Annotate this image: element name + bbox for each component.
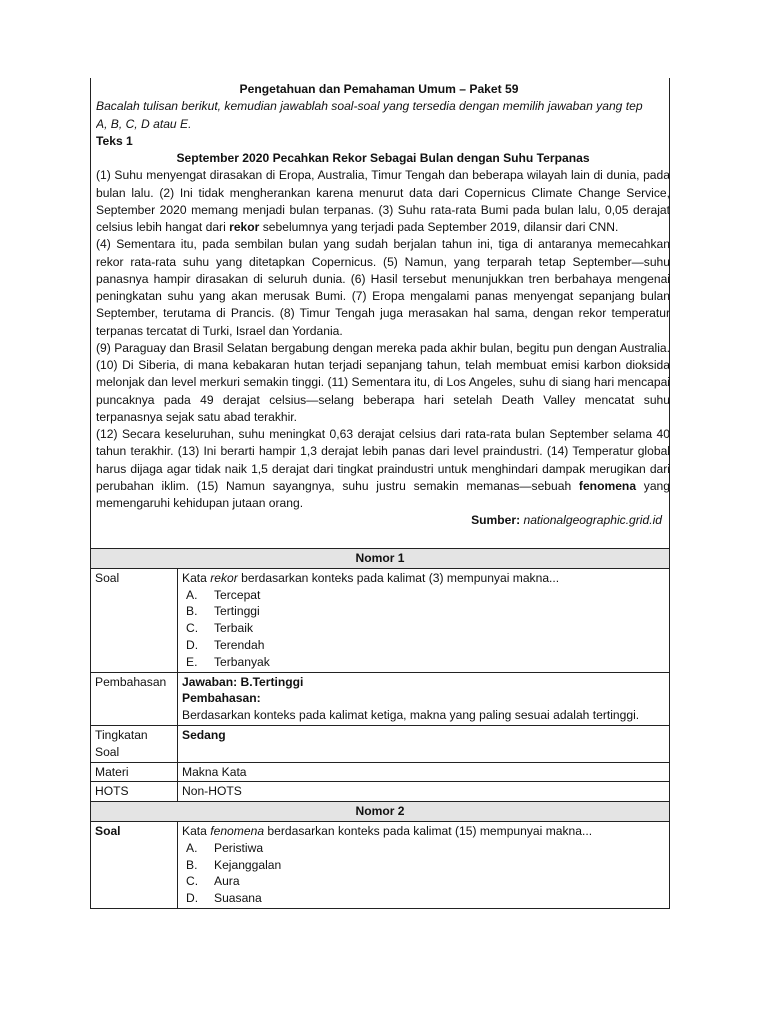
- document-heading: Pengetahuan dan Pemahaman Umum – Paket 59: [239, 82, 519, 96]
- question-1-table: [90, 548, 670, 909]
- source-line: Sumber: nationalgeographic.grid.id: [471, 513, 662, 528]
- article-title: September 2020 Pecahkan Rekor Sebagai Bulan dengan Suhu Terpanas: [176, 151, 590, 165]
- paragraph-4: (12) Secara keseluruhan, suhu meningkat 0,63 derajat celsius dari rata-rata bulan September selama 40 tahun terakhir. (13) Ini berarti hampir 1,3 derajat lebih panas dari level praindustri. (14) Temperatur global harus dijaga agar tidak naik 1,5 derajat dari tingkat praindustri untuk menghindari dampak merugikan dari perubahan iklim. (15) Namun sayangnya, suhu justru semakin memanas—sebuah fenomena yang memengaruhi kehidupan jutaan orang.: [96, 427, 670, 510]
- q1-option-a: A. Tercepat: [186, 587, 261, 602]
- text-label: Teks 1: [96, 133, 133, 148]
- q1-pembahasan-label: Pembahasan: [91, 672, 178, 725]
- q1-pembahasan-content: [178, 672, 670, 725]
- instruction-text-cont: A, B, C, D atau E.: [96, 116, 192, 131]
- q1-options: [182, 587, 665, 671]
- q1-soal-content: [178, 568, 670, 672]
- q1-hots-value: Non-HOTS: [178, 782, 670, 802]
- q1-option-d: D. Terendah: [186, 637, 265, 652]
- q1-option-e: E. Terbanyak: [186, 654, 270, 669]
- q1-option-b: B. Tertinggi: [186, 604, 260, 619]
- source-link: nationalgeographic.grid.id: [523, 513, 662, 528]
- q2-stem: Kata fenomena berdasarkan konteks pada kalimat (15) mempunyai makna...: [182, 823, 593, 838]
- document-page: [90, 78, 670, 906]
- paragraph-1: (1) Suhu menyengat dirasakan di Eropa, Australia, Timur Tengah dan beberapa wilayah lain di dunia, pada bulan lalu. (2) Ini tidak mengherankan karena menurut data dari Copernicus Climate Change Service, September 2020 memang menjadi bulan terpanas. (3) Suhu rata-rata Bumi pada bulan lalu, 0,05 derajat celsius lebih hangat dari rekor sebelumnya yang terjadi pada September 2019, dilansir dari CNN.: [96, 168, 670, 234]
- passage: [96, 81, 670, 530]
- q1-stem: Kata rekor berdasarkan konteks pada kalimat (3) mempunyai makna...: [182, 570, 560, 585]
- q1-option-c: C. Terbaik: [186, 621, 253, 636]
- q1-tingkatan-value: Sedang: [178, 725, 670, 762]
- instruction-text: Bacalah tulisan berikut, kemudian jawablah soal-soal yang tersedia dengan memilih jawaban yang tep: [96, 99, 643, 114]
- q1-materi-value: Makna Kata: [178, 762, 670, 782]
- q2-soal-content: [178, 821, 670, 908]
- q1-materi-label: Materi: [91, 762, 178, 782]
- q1-hots-label: HOTS: [91, 782, 178, 802]
- q2-soal-label: Soal: [91, 821, 178, 908]
- q1-pembahasan-text: Berdasarkan konteks pada kalimat ketiga, makna yang paling sesuai adalah tertinggi.: [182, 708, 640, 723]
- keyword-fenomena: fenomena: [578, 478, 637, 493]
- q1-pembahasan-heading: Pembahasan:: [182, 691, 261, 706]
- q2-option-a: A. Peristiwa: [186, 840, 264, 855]
- keyword-rekor: rekor: [229, 220, 260, 234]
- q2-option-c: C. Aura: [186, 874, 240, 889]
- q2-option-d: D. Suasana: [186, 891, 262, 906]
- paragraph-3: (9) Paraguay dan Brasil Selatan bergabung dengan mereka pada akhir bulan, begitu pun dengan Australia. (10) Di Siberia, di mana kebakaran hutan terjadi sepanjang tahun, telah membuat emisi karbon dioksida melonjak dan level merkuri semakin tinggi. (11) Sementara itu, di Los Angeles, suhu di siang hari mencapai puncaknya pada 49 derajat celsius—selang beberapa hari setelah Death Valley mencatat suhu terpanasnya sejak satu abad terakhir.: [96, 340, 670, 424]
- question-1-header: Nomor 1: [91, 549, 670, 569]
- paragraph-2: (4) Sementara itu, pada sembilan bulan yang sudah berjalan tahun ini, tiga di antaranya memecahkan rekor rata-rata suhu yang ditetapkan Copernicus. (5) Namun, yang terparah tetap September—suhu panasnya hampir dirasakan di seluruh dunia. (6) Hasil tersebut menunjukkan tren berbahaya mengenai peningkatan suhu yang akan merusak Bumi. (7) Eropa mengalami panas menyengat sepanjang bulan September, terutama di Prancis. (8) Timur Tengah juga merasakan hal sama, dengan rekor temperatur terpanas tercatat di Turki, Israel dan Yordania.: [96, 237, 670, 338]
- q1-tingkatan-label: Tingkatan Soal: [91, 725, 178, 762]
- q2-options: [182, 840, 665, 907]
- question-2-header: Nomor 2: [91, 802, 670, 822]
- q2-option-b: B. Kejanggalan: [186, 857, 282, 872]
- q1-answer: Jawaban: B.Tertinggi: [182, 674, 304, 689]
- q1-soal-label: Soal: [91, 568, 178, 672]
